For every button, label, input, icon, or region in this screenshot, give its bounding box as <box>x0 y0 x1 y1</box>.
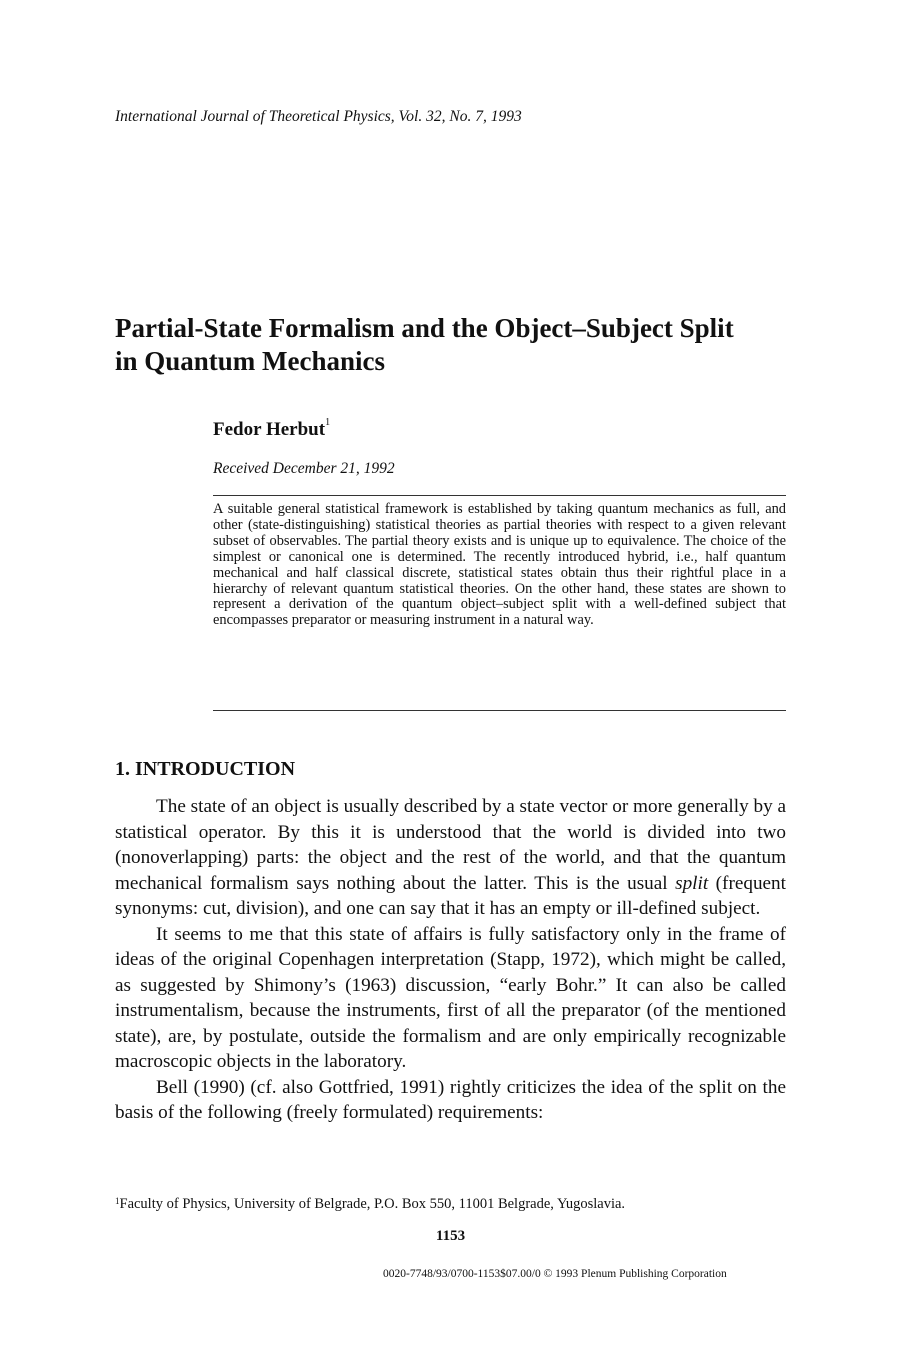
abstract-bottom-rule <box>213 710 786 711</box>
abstract-top-rule <box>213 495 786 496</box>
footnote-marker: 1 <box>115 1196 120 1206</box>
paragraph-3: Bell (1990) (cf. also Gottfried, 1991) rightly criticizes the idea of the split on the basis of the following (freely formulated) requirements: <box>115 1076 786 1123</box>
paragraph-1-emphasis: split <box>675 872 709 894</box>
journal-header: International Journal of Theoretical Physics, Vol. 32, No. 7, 1993 <box>115 108 522 125</box>
title-line-2: in Quantum Mechanics <box>115 346 386 376</box>
copyright-line: 0020-7748/93/0700-1153$07.00/0 © 1993 Plenum Publishing Corporation <box>383 1268 727 1280</box>
body-text <box>115 794 786 1126</box>
paragraph-1-text-b: (frequent synonyms: cut, division), and one can say that it has an empty or ill-defined subject. <box>115 872 786 919</box>
page-number: 1153 <box>435 1228 466 1244</box>
section-heading: 1. INTRODUCTION <box>115 758 296 780</box>
title-line-1: Partial-State Formalism and the Object–Subject Split <box>115 313 734 343</box>
paper-title <box>115 312 815 378</box>
received-date: Received December 21, 1992 <box>213 460 395 477</box>
paragraph-1 <box>115 794 786 922</box>
author <box>213 419 330 441</box>
footnote-text: Faculty of Physics, University of Belgrade, P.O. Box 550, 11001 Belgrade, Yugoslavia. <box>119 1196 626 1212</box>
paragraph-2: It seems to me that this state of affairs is fully satisfactory only in the frame of ideas of the original Copenhagen interpretation (Stapp, 1972), which might be called, as suggested by Shimony’s (1963) discussion, “early Bohr.” It can also be called instrumentalism, because the instruments, first of all the preparator (of the mentioned state), are, by postulate, outside the formalism and are only empirically recognizable macroscopic objects in the laboratory. <box>115 923 786 1072</box>
abstract: A suitable general statistical framework is established by taking quantum mechanics as full, and other (state-distinguishing) statistical theories as partial theories with respect to a given relevant subset of observables. The partial theory exists and is unique up to equivalence. The choice of the simplest or canonical one is determined. The recently introduced hybrid, i.e., half quantum mechanical and half classical discrete, statistical states obtain thus their rightful place in a hierarchy of relevant quantum statistical theories. On the other hand, these states are shown to represent a derivation of the quantum object–subject split with a well-defined subject that encompasses preparator or measuring instrument in a natural way. <box>213 501 786 629</box>
author-name: Fedor Herbut <box>213 419 326 440</box>
author-footnote-marker: 1 <box>325 417 331 428</box>
footnote <box>115 1196 625 1213</box>
paragraph-1-text-a: The state of an object is usually described by a state vector or more generally by a statistical operator. By this it is understood that the world is divided into two (nonoverlapping) parts: the object and the rest of the world, and that the quantum mechanical formalism says nothing about the latter. This is the usual <box>115 796 786 894</box>
